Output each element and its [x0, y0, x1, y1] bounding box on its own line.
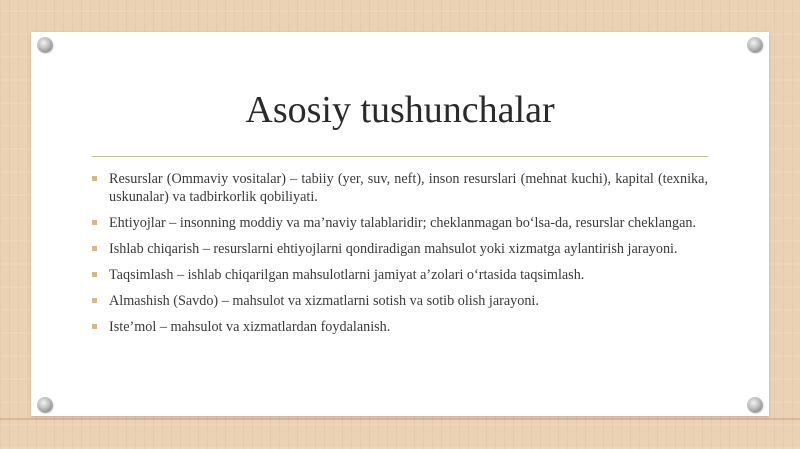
pushpin-icon: [748, 398, 762, 412]
corkboard-edge: [0, 418, 800, 420]
bullet-marker-icon: [92, 246, 97, 251]
list-item-text: Ishlab chiqarish – resurslarni ehtiyojlarni qondiradigan mahsulot yoki xizmatga aylantirish jarayoni.: [109, 241, 678, 257]
bullet-marker-icon: [92, 324, 97, 329]
list-item: [92, 240, 708, 258]
pushpin-icon: [748, 38, 762, 52]
pushpin-icon: [38, 38, 52, 52]
list-item: [92, 214, 708, 232]
list-item-text: Iste’mol – mahsulot va xizmatlardan foydalanish.: [109, 319, 391, 335]
list-item: [92, 292, 708, 310]
list-item: [92, 266, 708, 284]
list-item-text: Taqsimlash – ishlab chiqarilgan mahsulotlarni jamiyat a’zolari o‘rtasida taqsimlash.: [109, 267, 585, 283]
bullet-list: [92, 170, 708, 344]
list-item: [92, 318, 708, 336]
bullet-marker-icon: [92, 272, 97, 277]
list-item: [92, 170, 708, 206]
slide-title: Asosiy tushunchalar: [245, 89, 555, 131]
bullet-marker-icon: [92, 220, 97, 225]
bullet-marker-icon: [92, 298, 97, 303]
title-divider: [92, 156, 708, 157]
slide-card: [31, 32, 769, 416]
list-item-text: Ehtiyojlar – insonning moddiy va ma’naviy talablaridir; cheklanmagan bo‘lsa-da, resurslar cheklangan.: [109, 215, 697, 231]
list-item-text: Almashish (Savdo) – mahsulot va xizmatlarni sotish va sotib olish jarayoni.: [109, 293, 539, 309]
list-item-text: Resurslar (Ommaviy vositalar) – tabiiy (yer, suv, neft), inson resurslari (mehnat kuchi), kapital (texnika, uskunalar) va tadbirkorlik qobiliyati.: [109, 171, 708, 205]
bullet-marker-icon: [92, 176, 97, 181]
pushpin-icon: [38, 398, 52, 412]
